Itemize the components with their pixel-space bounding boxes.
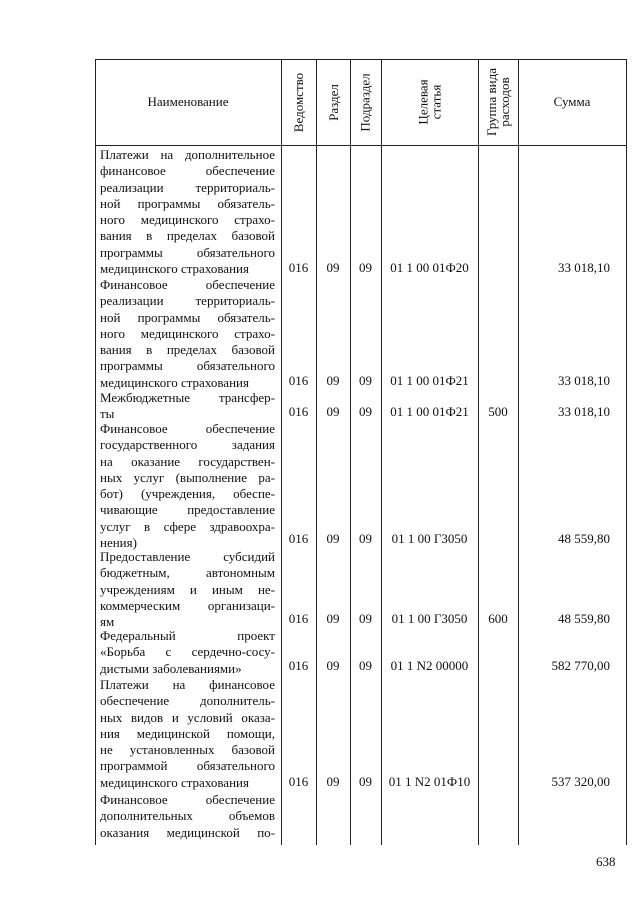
cell-celevaya: 01 1 00 Г3050 [391, 531, 468, 546]
cell-summa: 48 559,80 [558, 611, 610, 626]
row-name-line: финансовое обеспечение [100, 163, 275, 179]
cell-razdel: 09 [326, 774, 340, 789]
row-name-line: ных видов и условий оказа- [100, 709, 275, 725]
row-name-line: ных услуг (выполнение ра- [100, 469, 275, 485]
row-name-line: ям [100, 614, 115, 630]
header-celevaya-line1: Целевая [415, 79, 431, 125]
cell-summa: 48 559,80 [558, 531, 610, 546]
row-name-line: Платежи на дополнительное [100, 147, 275, 162]
row-name [100, 677, 275, 791]
row-name [100, 549, 275, 630]
cell-razdel: 09 [326, 373, 340, 388]
header-celevaya-line2: статья [428, 84, 444, 120]
page-number: 638 [596, 854, 616, 869]
cell-ved: 016 [288, 611, 309, 626]
cell-celevaya: 01 1 N2 00000 [390, 658, 469, 673]
row-name-line: услуг в сфере здравоохра- [100, 518, 275, 534]
row-name-line: медицинского страхования [100, 374, 249, 390]
row-name-line: реализации территориаль- [100, 293, 275, 309]
header-gruppa-label [485, 68, 511, 136]
row-name-line: бюджетным, автономным [100, 565, 275, 581]
cell-summa: 537 320,00 [551, 774, 610, 789]
row-name [100, 277, 275, 391]
row-name [100, 390, 275, 423]
cell-celevaya: 01 1 00 01Ф20 [390, 260, 469, 275]
cell-podrazdel: 09 [359, 373, 372, 388]
header-name [95, 59, 281, 145]
row-name-line: программы обязательного [100, 244, 275, 260]
col-border [381, 59, 382, 845]
header-gruppa [478, 59, 518, 145]
cell-gruppa: 600 [488, 611, 508, 626]
cell-podrazdel: 09 [359, 260, 372, 275]
row-name-line: ного медицинского страхо- [100, 325, 275, 341]
header-summa-label: Сумма [553, 94, 591, 109]
row-name-line: медицинского страхования [100, 261, 249, 277]
row-name-line: программой обязательного [100, 758, 275, 774]
row-name-line: вания в пределах базовой [100, 228, 275, 244]
cell-podrazdel: 09 [359, 658, 372, 673]
row-name-line: Платежи на финансовое [100, 677, 275, 692]
header-celevaya-label [416, 79, 442, 124]
row-name-line: ния медицинской помощи, [100, 725, 275, 741]
cell-ved: 016 [288, 404, 309, 419]
row-name-line: коммерческим организаци- [100, 597, 275, 613]
cell-summa: 33 018,10 [558, 404, 610, 419]
col-border [626, 59, 627, 845]
cell-celevaya: 01 1 N2 01Ф10 [388, 774, 471, 789]
header-razdel-label: Раздел [325, 83, 341, 121]
header-podrazdel-label: Подраздел [358, 72, 374, 132]
cell-gruppa: 500 [488, 404, 508, 419]
cell-ved: 016 [288, 658, 309, 673]
table-header-border [95, 145, 626, 146]
cell-celevaya: 01 1 00 01Ф21 [390, 404, 469, 419]
cell-razdel: 09 [326, 531, 340, 546]
header-ved [281, 59, 316, 145]
row-name-line: вания в пределах базовой [100, 342, 275, 358]
row-name-line: дистыми заболеваниями» [100, 660, 242, 676]
row-name-line: учреждениям и иным не- [100, 581, 275, 597]
row-name-line: Финансовое обеспечение [100, 277, 275, 292]
row-name-line: ной программы обязатель- [100, 195, 275, 211]
row-name-line: чивающие предоставление [100, 502, 275, 518]
header-celevaya [381, 59, 478, 145]
row-name-line: Предоставление субсидий [100, 549, 275, 564]
row-name [100, 628, 275, 677]
cell-ved: 016 [288, 531, 309, 546]
row-name-line: медицинского страхования [100, 774, 249, 790]
row-name-line: на оказание государствен- [100, 453, 275, 469]
cell-celevaya: 01 1 00 01Ф21 [390, 373, 469, 388]
row-name-line: нения) [100, 535, 137, 551]
col-border [350, 59, 351, 845]
cell-summa: 582 770,00 [551, 658, 610, 673]
header-razdel [316, 59, 350, 145]
col-border [518, 59, 519, 845]
cell-podrazdel: 09 [359, 774, 372, 789]
cell-podrazdel: 09 [359, 611, 372, 626]
header-podrazdel [350, 59, 381, 145]
row-name-line: ты [100, 406, 115, 422]
cell-razdel: 09 [326, 404, 340, 419]
cell-razdel: 09 [326, 658, 340, 673]
header-gruppa-line1: Группа вида [484, 68, 500, 136]
cell-ved: 016 [288, 260, 309, 275]
row-name-line: ной программы обязатель- [100, 309, 275, 325]
col-border [316, 59, 317, 845]
row-name-line: бот) (учреждения, обеспе- [100, 486, 275, 502]
row-name-line: обеспечение дополнитель- [100, 693, 275, 709]
row-name-line: ного медицинского страхо- [100, 212, 275, 228]
row-name-line: дополнительных объемов [100, 808, 275, 824]
row-name-line: Финансовое обеспечение [100, 421, 275, 436]
cell-podrazdel: 09 [359, 404, 372, 419]
cell-summa: 33 018,10 [558, 260, 610, 275]
row-name [100, 792, 275, 841]
header-ved-label: Ведомство [291, 72, 306, 132]
row-name-line: государственного задания [100, 437, 275, 453]
header-gruppa-line2: расходов [497, 77, 513, 127]
header-summa [518, 59, 626, 145]
cell-celevaya: 01 1 00 Г3050 [391, 611, 468, 626]
cell-razdel: 09 [326, 260, 340, 275]
cell-ved: 016 [288, 774, 309, 789]
row-name-line: оказания медицинской по- [100, 824, 275, 840]
cell-podrazdel: 09 [359, 531, 372, 546]
row-name-line: реализации территориаль- [100, 179, 275, 195]
header-name-label: Наименование [147, 94, 229, 109]
cell-razdel: 09 [326, 611, 340, 626]
col-border [281, 59, 282, 845]
row-name-line: Федеральный проект [100, 628, 275, 643]
row-name-line: «Борьба с сердечно-сосу- [100, 644, 275, 660]
row-name-line: программы обязательного [100, 358, 275, 374]
row-name-line: Межбюджетные трансфер- [100, 390, 275, 405]
cell-summa: 33 018,10 [558, 373, 610, 388]
row-name-line: Финансовое обеспечение [100, 792, 275, 807]
row-name-line: не установленных базовой [100, 742, 275, 758]
cell-ved: 016 [288, 373, 309, 388]
row-name [100, 421, 275, 551]
col-border [95, 59, 96, 845]
row-name [100, 147, 275, 277]
col-border [478, 59, 479, 845]
